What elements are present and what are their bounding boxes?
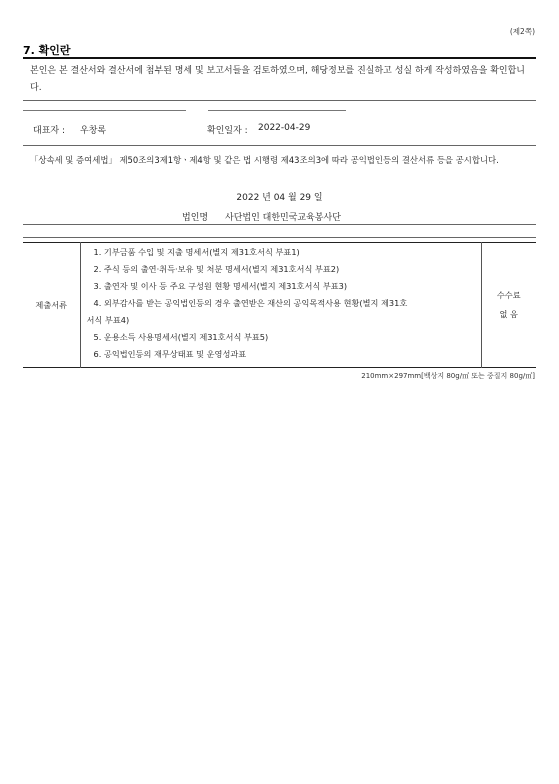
corporation-label: 법인명	[182, 213, 209, 223]
double-divider-bottom	[23, 237, 536, 238]
table-row	[23, 243, 536, 368]
signature-line-right	[208, 110, 346, 111]
list-item: 5. 운용소득 사용명세서(별지 제31호서식 부표5)	[93, 332, 269, 342]
representative-label: 대표자 :	[33, 126, 65, 136]
list-item: 3. 출연자 및 이사 등 주요 구성원 현황 명세서(별지 제31호서식 부표3)	[93, 281, 348, 291]
submission-documents-table	[23, 242, 536, 368]
corporation-name: 사단법인 대한민국교육봉사단	[225, 213, 341, 223]
list-item: 6. 공익법인등의 재무상태표 및 운영성과표	[93, 349, 247, 359]
statement-divider	[23, 100, 536, 101]
title-divider	[23, 57, 536, 59]
announcement-date: 2022 년 04 월 29 일	[236, 193, 323, 203]
signature-line-left	[23, 110, 186, 111]
fee-value: 없 음	[499, 309, 518, 319]
confirm-date-label: 확인일자 :	[207, 126, 248, 136]
section-title: 7. 확인란	[23, 44, 71, 57]
list-item-continuation: 서식 부표4)	[86, 315, 130, 325]
confirmation-statement: 본인은 본 결산서와 결산서에 첨부된 명세 및 보고서들을 검토하였으며, 해당정보를 진실하고 성실 하게 작성하였음을 확인합니다.	[30, 66, 526, 93]
documents-label: 제출서류	[23, 243, 80, 368]
fee-label: 수수료	[496, 290, 521, 300]
list-item: 4. 외부감사를 받는 공익법인등의 경우 출연받은 재산의 공익목적사용 현황(별지 제31호	[93, 298, 408, 308]
paper-spec: 210mm×297mm[백상지 80g/㎡ 또는 중질지 80g/㎡]	[361, 372, 535, 380]
notice-divider	[23, 145, 536, 146]
double-divider-top	[23, 224, 536, 225]
documents-list	[80, 243, 481, 368]
page-number: (제2쪽)	[509, 27, 535, 36]
list-item: 1. 기부금품 수입 및 지출 명세서(별지 제31호서식 부표1)	[93, 247, 300, 257]
list-item: 2. 주식 등의 출연·취득·보유 및 처분 명세서(별지 제31호서식 부표2)	[93, 264, 340, 274]
representative-name: 우창록	[80, 126, 107, 136]
disclosure-notice: 「상속세 및 증여세법」 제50조의3제1항ㆍ제4항 및 같은 법 시행령 제43조의3에 따라 공익법인등의 결산서류 등을 공시합니다.	[30, 155, 499, 165]
confirm-date-value: 2022-04-29	[258, 123, 311, 133]
fee-cell	[481, 243, 536, 368]
